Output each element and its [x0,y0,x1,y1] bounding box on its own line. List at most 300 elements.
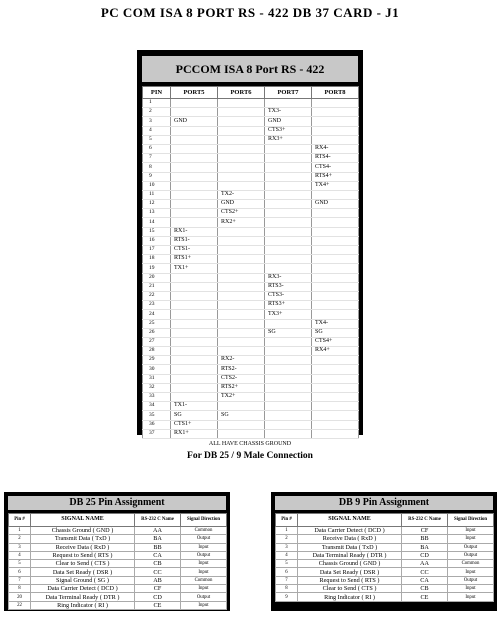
pinout-row-cell: 2 [143,108,171,117]
pinout-row [143,383,359,392]
pinout-row-cell: RX1- [171,227,218,236]
db25-row-cell: 2 [9,535,31,543]
pinout-row-cell: 17 [143,246,171,255]
pinout-row-cell: RTS3+ [265,301,312,310]
db25-row-cell: CF [135,585,181,593]
db9-row-cell: Data Terminal Ready ( DTR ) [298,551,402,559]
db9-row [276,585,494,593]
db25-row-cell: Clear to Send ( CTS ) [31,560,135,568]
pinout-row-cell: CTS2- [218,374,265,383]
pinout-row-cell [265,181,312,190]
pinout-row-cell [218,420,265,429]
pinout-row-cell [218,108,265,117]
pinout-row-cell [171,347,218,356]
db9-table [275,513,494,602]
pinout-row-cell [265,337,312,346]
db9-row-cell: 6 [276,568,298,576]
pinout-row-cell [218,236,265,245]
pinout-row [143,374,359,383]
db25-row-cell: Data Carrier Detect ( DCD ) [31,585,135,593]
pinout-row-cell [265,246,312,255]
db9-row-cell: Data Carrier Detect ( DCD ) [298,527,402,535]
pinout-row-cell [312,310,359,319]
db25-row-cell: 8 [9,585,31,593]
pinout-row-cell [265,200,312,209]
pinout-row-cell: 6 [143,144,171,153]
pinout-row-cell [171,181,218,190]
pinout-row-cell [171,273,218,282]
pinout-row-cell [171,328,218,337]
pinout-row-cell [265,255,312,264]
pinout-row-cell: 36 [143,420,171,429]
db25-row-cell: Request to Send ( RTS ) [31,551,135,559]
pinout-row-cell [265,402,312,411]
pinout-row-cell [218,117,265,126]
db9-row-cell: Chassis Ground ( GND ) [298,560,402,568]
db9-row [276,576,494,584]
pinout-row-cell: CTS1+ [171,420,218,429]
db25-row-cell: 7 [9,576,31,584]
pinout-row [143,420,359,429]
pinout-col-header: PORT7 [265,87,312,99]
db25-row-cell: Ring Indicator ( RI ) [31,601,135,609]
db25-row-cell: Input [181,560,227,568]
pinout-row-cell [265,209,312,218]
pinout-row-cell [312,117,359,126]
pinout-row-cell: 12 [143,200,171,209]
pinout-row-cell [312,429,359,438]
db9-row-cell: Input [448,535,494,543]
pinout-row-cell [265,319,312,328]
pinout-row-cell [218,227,265,236]
pinout-header-row [143,87,359,99]
pinout-row-cell: RX3- [265,273,312,282]
pinout-row-cell: 7 [143,154,171,163]
pinout-row-cell [218,337,265,346]
db25-row-cell: CB [135,560,181,568]
db9-row [276,593,494,601]
pinout-row-cell [171,108,218,117]
pinout-row [143,411,359,420]
pinout-row-cell: RX2+ [218,218,265,227]
db9-col-header: RS-232 C Name [402,514,448,527]
pinout-row-cell [265,163,312,172]
db25-row-cell: Chassis Ground ( GND ) [31,527,135,535]
db25-row-cell: BA [135,535,181,543]
pinout-row [143,163,359,172]
pinout-row-cell: GND [218,200,265,209]
pinout-row-cell: GND [312,200,359,209]
pinout-row [143,319,359,328]
pinout-row-cell: GND [171,117,218,126]
pinout-row-cell [312,218,359,227]
pinout-row [143,218,359,227]
db9-row-cell: 7 [276,576,298,584]
pinout-row-cell [218,282,265,291]
db25-row-cell: 1 [9,527,31,535]
pinout-row-cell [171,301,218,310]
pinout-row-cell [218,135,265,144]
db25-row [9,535,227,543]
pinout-row-cell [312,393,359,402]
pinout-row-cell [312,420,359,429]
pinout-row-cell [265,218,312,227]
pinout-row-cell: RX4+ [312,347,359,356]
db25-row-cell: AB [135,576,181,584]
db25-row [9,593,227,601]
pinout-row-cell: RX3+ [265,135,312,144]
pinout-row-cell [171,135,218,144]
db9-row-cell: Clear to Send ( CTS ) [298,585,402,593]
pinout-row-cell: RTS3- [265,282,312,291]
pinout-row [143,144,359,153]
db25-heading: DB 25 Pin Assignment [8,496,226,510]
pinout-row-cell: 14 [143,218,171,227]
pinout-row-cell: 22 [143,291,171,300]
pinout-card [137,50,363,461]
db9-row-cell: BB [402,535,448,543]
pinout-row-cell [171,144,218,153]
pinout-row-cell: SG [171,411,218,420]
pinout-row-cell: 1 [143,99,171,108]
pinout-row-cell [171,337,218,346]
pinout-row-cell [171,163,218,172]
pinout-row-cell [171,99,218,108]
pinout-row-cell: RTS2+ [218,383,265,392]
pinout-row-cell [218,429,265,438]
db9-row-cell: Common [448,560,494,568]
pinout-row-cell [265,154,312,163]
pinout-row-cell: 5 [143,135,171,144]
pinout-row-cell [218,319,265,328]
db9-row [276,551,494,559]
pinout-row-cell [218,310,265,319]
db9-row-cell: CB [402,585,448,593]
db25-row-cell: 6 [9,568,31,576]
db25-row-cell: CD [135,593,181,601]
db9-row-cell: Data Set Ready ( DSR ) [298,568,402,576]
pinout-row-cell [312,135,359,144]
pinout-row-cell [218,264,265,273]
pinout-row-cell [218,301,265,310]
pinout-row-cell: 35 [143,411,171,420]
pinout-row-cell: SG [218,411,265,420]
pinout-row-cell: CTS3- [265,291,312,300]
pinout-row [143,365,359,374]
pinout-heading: PCCOM ISA 8 Port RS - 422 [142,56,358,82]
pinout-row-cell: RTS1+ [171,255,218,264]
pinout-row-cell: 10 [143,181,171,190]
db25-table [8,513,227,610]
pinout-row-cell: 16 [143,236,171,245]
db9-row-cell: CF [402,527,448,535]
db9-row-cell: 2 [276,535,298,543]
db9-row-cell: Output [448,551,494,559]
pinout-row [143,255,359,264]
db9-row-cell: Input [448,585,494,593]
db25-row-cell: CA [135,551,181,559]
pinout-table [142,86,359,439]
pinout-row [143,154,359,163]
pinout-row-cell [218,172,265,181]
db25-row [9,551,227,559]
pinout-row [143,347,359,356]
pinout-row-cell: RTS2- [218,365,265,374]
pinout-col-header: PORT6 [218,87,265,99]
pinout-row [143,282,359,291]
pinout-row-cell: TX3+ [265,310,312,319]
db25-row-cell: CC [135,568,181,576]
db9-row-cell: 8 [276,585,298,593]
pinout-row-cell [265,172,312,181]
db25-row-cell: Output [181,593,227,601]
pinout-row-cell [218,402,265,411]
db25-row-cell: Data Terminal Ready ( DTR ) [31,593,135,601]
pinout-row-cell [171,172,218,181]
pinout-row-cell: TX3- [265,108,312,117]
pinout-row-cell [265,356,312,365]
pinout-row [143,135,359,144]
pinout-row [143,99,359,108]
db9-row-cell: Output [448,543,494,551]
db25-row-cell: 22 [9,601,31,609]
db9-row-cell: BA [402,543,448,551]
db25-row-cell: Input [181,543,227,551]
pinout-row [143,310,359,319]
db25-row [9,601,227,609]
pinout-row [143,227,359,236]
db9-row-cell: Transmit Data ( TxD ) [298,543,402,551]
pinout-row-cell: CTS2+ [218,209,265,218]
pinout-row-cell [312,264,359,273]
db25-row-cell: Output [181,535,227,543]
db9-row [276,535,494,543]
db25-header-row [9,514,227,527]
pinout-row [143,273,359,282]
pinout-row-cell [312,411,359,420]
pinout-row-cell: 4 [143,126,171,135]
db9-header-row [276,514,494,527]
chassis-ground-note: ALL HAVE CHASSIS GROUND [142,439,358,449]
pinout-row-cell: 23 [143,301,171,310]
pinout-row [143,181,359,190]
pinout-row-cell: SG [312,328,359,337]
db25-row-cell: Data Set Ready ( DSR ) [31,568,135,576]
db9-row-cell: Request to Send ( RTS ) [298,576,402,584]
db25-row-cell: Common [181,576,227,584]
pinout-row-cell [265,365,312,374]
page-title: PC COM ISA 8 PORT RS - 422 DB 37 CARD - J1 [100,5,400,20]
pinout-row-cell [171,310,218,319]
pinout-row-cell [171,383,218,392]
pinout-row-cell [218,181,265,190]
pinout-row-cell: 18 [143,255,171,264]
pinout-row-cell: CTS3+ [265,126,312,135]
pinout-row-cell [312,108,359,117]
pinout-row [143,356,359,365]
db25-row [9,576,227,584]
db9-heading: DB 9 Pin Assignment [275,496,493,510]
pinout-row-cell [265,429,312,438]
pinout-row-cell: 24 [143,310,171,319]
pinout-row-cell: RX4- [312,144,359,153]
db25-row-cell: Signal Ground ( SG ) [31,576,135,584]
db9-row-cell: 4 [276,551,298,559]
db25-row-cell: Transmit Data ( TxD ) [31,535,135,543]
pinout-row [143,328,359,337]
db25-row [9,543,227,551]
pinout-row-cell [265,374,312,383]
pinout-row-cell [265,264,312,273]
pinout-row-cell: 11 [143,190,171,199]
pinout-row-cell [312,190,359,199]
db25-row [9,568,227,576]
pinout-row-cell [171,200,218,209]
pinout-row-cell [171,291,218,300]
pinout-row-cell: 15 [143,227,171,236]
db25-row-cell: Receive Data ( RxD ) [31,543,135,551]
db25-row-cell: 3 [9,543,31,551]
pinout-row-cell [312,236,359,245]
pinout-row-cell [265,190,312,199]
pinout-row-cell: 28 [143,347,171,356]
pinout-row-cell: GND [265,117,312,126]
db9-row-cell: CE [402,593,448,601]
pinout-row-cell [171,218,218,227]
db9-row-cell: CD [402,551,448,559]
pinout-row [143,264,359,273]
db25-row-cell: 20 [9,593,31,601]
pinout-row-cell [171,282,218,291]
pinout-row-cell: TX2+ [218,393,265,402]
pinout-row-cell [312,291,359,300]
db9-col-header: Signal Direction [448,514,494,527]
db25-row-cell: 4 [9,551,31,559]
pinout-row-cell [312,99,359,108]
pinout-row-cell: TX4- [312,319,359,328]
pinout-row-cell: SG [265,328,312,337]
pinout-row [143,393,359,402]
pinout-row-cell [265,420,312,429]
pinout-row-cell: 30 [143,365,171,374]
db25-col-header: Signal Direction [181,514,227,527]
pinout-row-cell [171,393,218,402]
pinout-row [143,402,359,411]
pinout-row-cell: TX2- [218,190,265,199]
pinout-row-cell [312,356,359,365]
db25-row [9,585,227,593]
pinout-row-cell: 9 [143,172,171,181]
pinout-row-cell [265,99,312,108]
db25-col-header: Pin # [9,514,31,527]
db9-row-cell: CC [402,568,448,576]
pinout-row-cell [218,154,265,163]
pinout-row-cell: 21 [143,282,171,291]
pinout-row-cell [171,365,218,374]
db25-row-cell: 5 [9,560,31,568]
pinout-row-cell: TX4+ [312,181,359,190]
pinout-row-cell: 20 [143,273,171,282]
db9-row-cell: Input [448,568,494,576]
pinout-row [143,291,359,300]
pinout-row-cell [171,126,218,135]
pinout-row-cell: RTS1- [171,236,218,245]
pinout-row-cell: 13 [143,209,171,218]
db25-row-cell: Input [181,585,227,593]
pinout-row-cell: 25 [143,319,171,328]
pinout-row [143,108,359,117]
pinout-row [143,172,359,181]
pinout-row-cell [312,273,359,282]
db9-row-cell: Receive Data ( RxD ) [298,535,402,543]
pinout-row-cell: 33 [143,393,171,402]
pinout-row [143,200,359,209]
pinout-row-cell: TX1+ [171,264,218,273]
pinout-row [143,126,359,135]
db9-row-cell: 5 [276,560,298,568]
db9-row [276,568,494,576]
connection-note: For DB 25 / 9 Male Connection [142,449,358,463]
pinout-row-cell [218,291,265,300]
db25-row-cell: Input [181,601,227,609]
pinout-row-cell: CTS4+ [312,337,359,346]
pinout-row-cell [171,209,218,218]
db9-row-cell: Input [448,527,494,535]
pinout-row-cell: 32 [143,383,171,392]
db25-assignment-card [4,492,230,611]
db9-col-header: SIGNAL NAME [298,514,402,527]
pinout-row-cell [171,356,218,365]
pinout-row-cell [218,328,265,337]
pinout-row-cell [265,236,312,245]
pinout-row-cell: 8 [143,163,171,172]
db9-row [276,560,494,568]
pinout-row-cell: CTS4- [312,163,359,172]
pinout-row-cell [265,383,312,392]
pinout-row-cell [218,163,265,172]
db9-row [276,527,494,535]
pinout-row-cell [265,347,312,356]
pinout-row-cell [218,255,265,264]
pinout-row-cell: RTS4+ [312,172,359,181]
pinout-row-cell [171,319,218,328]
pinout-row-cell [265,393,312,402]
pinout-row-cell: 27 [143,337,171,346]
pinout-row [143,301,359,310]
pinout-row-cell: 29 [143,356,171,365]
pinout-row-cell [218,126,265,135]
pinout-row [143,190,359,199]
pinout-row-cell [312,374,359,383]
db9-col-header: Pin # [276,514,298,527]
pinout-row-cell: 34 [143,402,171,411]
pinout-row-cell [312,365,359,374]
db9-assignment-card [271,492,497,611]
pinout-row-cell: 31 [143,374,171,383]
pinout-row [143,117,359,126]
pinout-row-cell: RX1+ [171,429,218,438]
pinout-row [143,337,359,346]
pinout-row-cell [171,190,218,199]
pinout-row-cell: TX1- [171,402,218,411]
db25-row [9,560,227,568]
pinout-row-cell [312,246,359,255]
pinout-row-cell [218,273,265,282]
pinout-col-header: PIN [143,87,171,99]
pinout-row-cell [312,255,359,264]
pinout-col-header: PORT8 [312,87,359,99]
pinout-row-cell [312,126,359,135]
